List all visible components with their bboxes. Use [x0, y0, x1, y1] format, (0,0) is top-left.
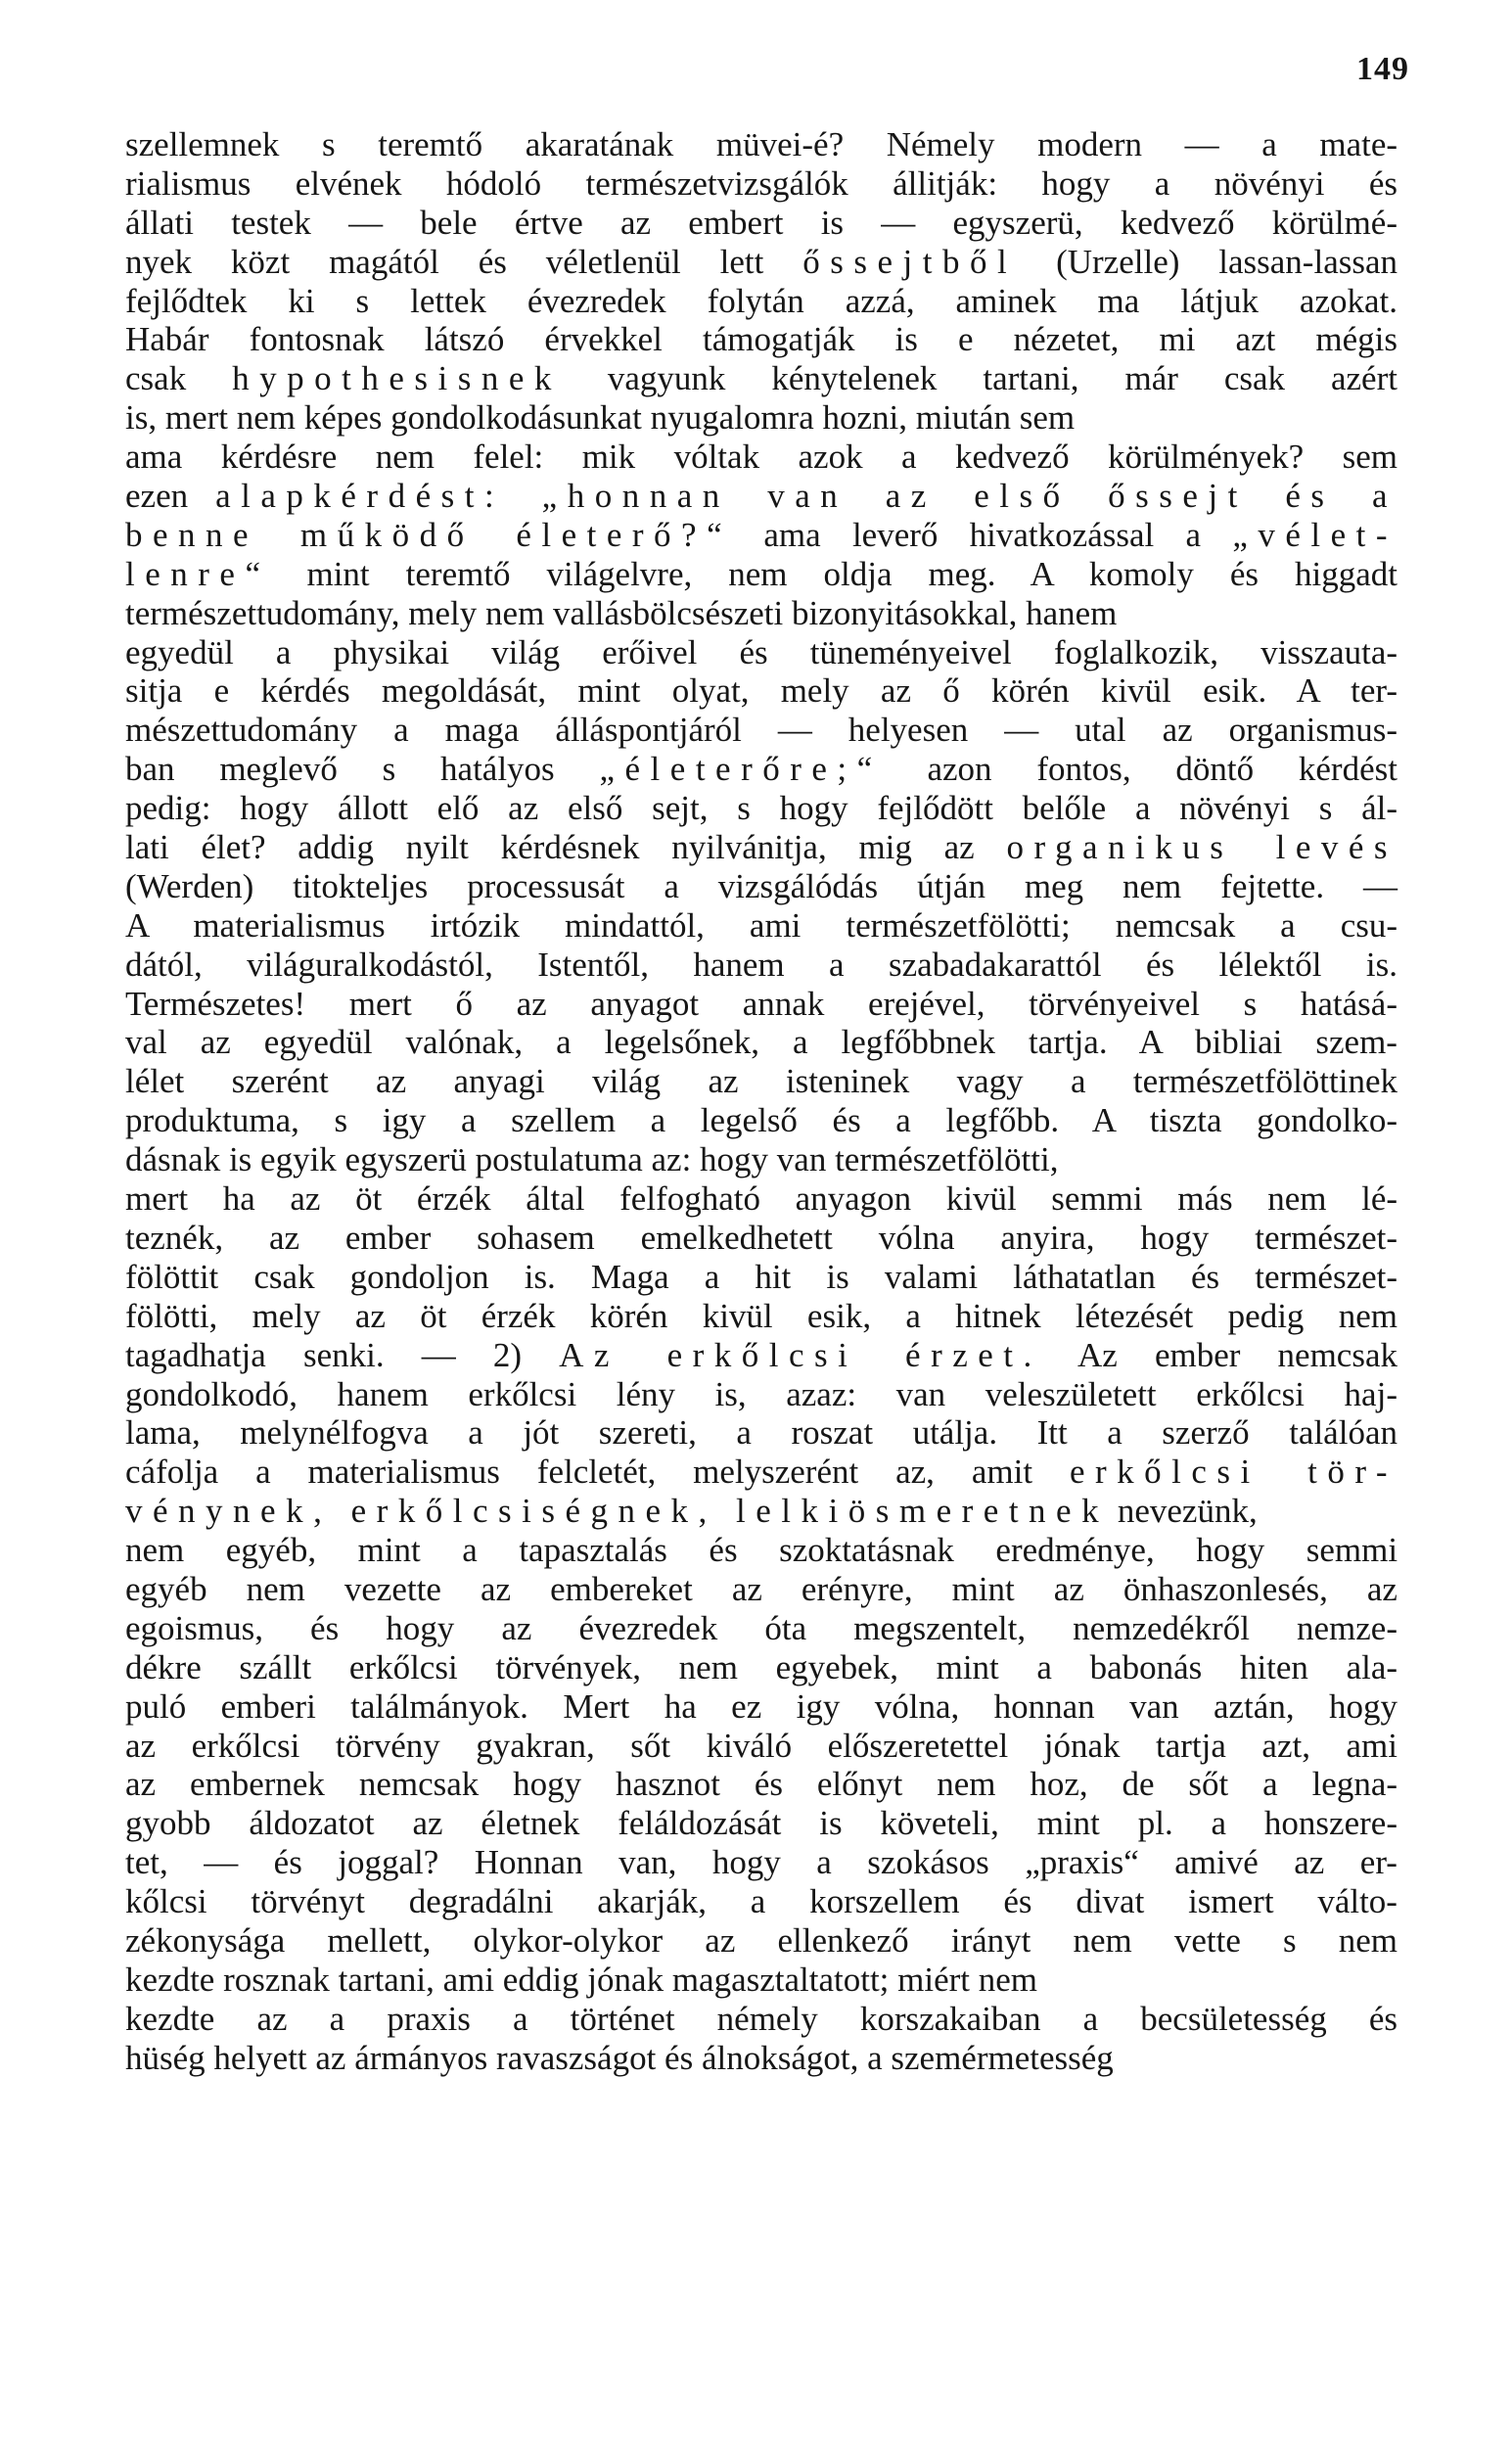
spaced-emphasis-text: Az erkőlcsi érzet.	[559, 1335, 1042, 1374]
text-line	[125, 1648, 1397, 1687]
text-segment: vagyunk kénytelenek tartani, már csak azért	[561, 359, 1397, 398]
text-line	[125, 1687, 1397, 1727]
text-line	[125, 2000, 1397, 2039]
text-segment: lélet szerént az anyagi világ az isteninek vagy a természetfölöttinek	[125, 1062, 1398, 1101]
text-line	[125, 1140, 1397, 1179]
spaced-emphasis-text: organikus levés	[1006, 828, 1398, 867]
text-line	[125, 1804, 1397, 1843]
text-segment: egyedül a physikai világ erőivel és tüneményeivel foglalkozik, visszauta-	[125, 632, 1398, 671]
text-line	[125, 243, 1397, 282]
text-segment: zékonysága mellett, olykor-olykor az ellenkező irányt nem vette s nem	[125, 1920, 1398, 1960]
text-line	[125, 1609, 1397, 1648]
spaced-emphasis-text: erkőlcsi tör-	[1069, 1453, 1397, 1492]
spaced-emphasis-text: vénynek, erkőlcsiségnek, lelkiösmeretnek	[125, 1492, 1110, 1531]
text-line	[125, 1882, 1397, 1921]
text-segment: Habár fontosnak látszó érvekkel támogatják is e nézetet, mi azt mégis	[125, 320, 1398, 359]
text-line	[125, 398, 1397, 438]
text-line	[125, 946, 1397, 985]
text-segment: mint teremtő világelvre, nem oldja meg. A komoly és higgadt	[270, 554, 1397, 593]
text-line	[125, 1961, 1397, 2000]
text-line	[125, 282, 1397, 321]
text-line	[125, 828, 1397, 867]
text-line	[125, 1219, 1397, 1258]
text-segment: hüség helyett az ármányos ravaszságot és álnokságot, a szemérmetesség	[125, 2038, 1114, 2077]
text-line	[125, 1413, 1397, 1453]
text-segment: cáfolja a materialismus felcletét, melyszerént az, amit	[125, 1453, 1070, 1492]
text-line	[125, 750, 1397, 789]
text-line	[125, 555, 1397, 594]
text-segment: puló emberi találmányok. Mert ha ez igy vólna, honnan van aztán, hogy	[125, 1686, 1397, 1726]
text-segment: rialismus elvének hódoló természetvizsgálók állitják: hogy a növényi és	[125, 163, 1398, 203]
text-segment: kezdte az a praxis a történet némely korszakaiban a becsületesség és	[125, 1999, 1398, 2038]
text-segment: dától, világuralkodástól, Istentől, hanem a szabadakarattól és lélektől is.	[125, 945, 1397, 984]
text-line	[125, 1453, 1397, 1492]
page-number: 149	[1356, 51, 1409, 87]
text-segment: egoismus, és hogy az évezredek óta megszentelt, nemzedékről nemze-	[125, 1608, 1397, 1647]
text-line	[125, 594, 1397, 633]
spaced-emphasis-text: „vélet-	[1232, 515, 1398, 554]
text-line	[125, 1297, 1397, 1336]
text-segment: kőlcsi törvényt degradálni akarják, a korszellem és divat ismert válto-	[125, 1882, 1397, 1921]
text-line	[125, 1570, 1397, 1609]
text-segment: ban meglevő s hatályos	[125, 750, 600, 789]
text-line	[125, 1023, 1397, 1062]
text-segment: nevezünk,	[1109, 1492, 1258, 1531]
text-line	[125, 359, 1397, 398]
text-segment: lati élet? addig nyilt kérdésnek nyilvánitja, mig az	[125, 828, 1007, 867]
text-line	[125, 867, 1397, 906]
text-line	[125, 320, 1397, 359]
text-line	[125, 1336, 1397, 1375]
text-segment: állati testek — bele értve az embert is — egyszerü, kedvező körülmé-	[125, 203, 1397, 242]
spaced-emphasis-text: benne működő életerő?“	[125, 515, 733, 554]
text-line	[125, 1101, 1397, 1140]
spaced-emphasis-text: „életerőre;“	[599, 750, 883, 789]
spaced-emphasis-text: lenre“	[125, 554, 271, 593]
text-segment: dásnak is egyik egyszerü postulatuma az: hogy van természetfölötti,	[125, 1140, 1059, 1179]
spaced-emphasis-text: alapkérdést: „honnan van az első őssejt és a	[215, 477, 1398, 516]
spaced-emphasis-text: hypothesisnek	[232, 359, 562, 398]
text-line	[125, 1921, 1397, 1961]
text-segment: sitja e kérdés megoldását, mint olyat, mely az ő körén kivül esik. A ter-	[125, 671, 1397, 711]
text-segment: nem egyéb, mint a tapasztalás és szoktatásnak eredménye, hogy semmi	[125, 1531, 1398, 1570]
text-line	[125, 1531, 1397, 1570]
text-segment: (Urzelle) lassan-lassan	[1017, 242, 1398, 281]
text-segment: fölöttit csak gondoljon is. Maga a hit is valami láthatatlan és természet-	[125, 1257, 1398, 1296]
text-segment: pedig: hogy állott elő az első sejt, s hogy fejlődött belőle a növényi s ál-	[125, 789, 1398, 828]
text-segment: szellemnek s teremtő akaratának müvei-é? Némely modern — a mate-	[125, 125, 1398, 163]
body-text	[125, 125, 1397, 2078]
text-line	[125, 1179, 1397, 1219]
text-line	[125, 671, 1397, 711]
text-segment: az erkőlcsi törvény gyakran, sőt kiváló előszeretettel jónak tartja azt, ami	[125, 1726, 1397, 1765]
text-segment: Az ember nemcsak	[1041, 1335, 1397, 1374]
text-segment: Természetes! mert ő az anyagot annak erejével, törvényeivel s hatásá-	[125, 984, 1397, 1023]
text-line	[125, 125, 1397, 164]
text-segment: mészettudomány a maga álláspontjáról — helyesen — utal az organismus-	[125, 711, 1398, 750]
text-line	[125, 789, 1397, 828]
text-line	[125, 1258, 1397, 1297]
text-line	[125, 438, 1397, 477]
text-segment: A materialismus irtózik mindattól, ami természetfölötti; nemcsak a csu-	[125, 905, 1398, 945]
text-segment: produktuma, s igy a szellem a legelső és a legfőbb. A tiszta gondolko-	[125, 1101, 1398, 1140]
text-segment: nyek közt magától és véletlenül lett	[125, 242, 803, 281]
text-line	[125, 985, 1397, 1024]
text-segment: egyéb nem vezette az embereket az erényre, mint az önhaszonlesés, az	[125, 1569, 1397, 1608]
text-line	[125, 164, 1397, 204]
text-segment: fejlődtek ki s lettek évezredek folytán azzá, aminek ma látjuk azokat.	[125, 281, 1398, 320]
text-segment: (Werden) titokteljes processusát a vizsgálódás útján meg nem fejtette. —	[125, 866, 1397, 905]
text-segment: ama leverő hivatkozással a	[732, 515, 1233, 554]
text-segment: val az egyedül valónak, a legelsőnek, a legfőbbnek tartja. A bibliai szem-	[125, 1023, 1397, 1062]
text-line	[125, 1492, 1397, 1531]
text-line	[125, 711, 1397, 750]
spaced-emphasis-text: őssejtből	[802, 242, 1018, 281]
text-segment: csak	[125, 359, 233, 398]
text-segment: mert ha az öt érzék által felfogható anyagon kivül semmi más nem lé-	[125, 1179, 1398, 1219]
text-segment: ama kérdésre nem felel: mik vóltak azok a kedvező körülmények? sem	[125, 438, 1398, 477]
text-line	[125, 906, 1397, 946]
text-line	[125, 2039, 1397, 2078]
text-segment: fölötti, mely az öt érzék körén kivül esik, a hitnek létezését pedig nem	[125, 1296, 1397, 1335]
text-segment: kezdte rosznak tartani, ami eddig jónak magasztaltatott; miért nem	[125, 1960, 1038, 1999]
text-line	[125, 516, 1397, 555]
text-line	[125, 1843, 1397, 1882]
text-segment: dékre szállt erkőlcsi törvények, nem egyebek, mint a babonás hiten ala-	[125, 1647, 1398, 1686]
text-segment: gyobb áldozatot az életnek feláldozását is követeli, mint pl. a honszere-	[125, 1804, 1397, 1843]
text-segment: lama, melynélfogva a jót szereti, a roszat utálja. Itt a szerző találóan	[125, 1413, 1397, 1453]
text-segment: ezen	[125, 477, 216, 516]
text-segment: gondolkodó, hanem erkőlcsi lény is, azaz: van veleszületett erkőlcsi haj-	[125, 1374, 1397, 1413]
text-line	[125, 477, 1397, 516]
text-segment: tagadhatja senki. — 2)	[125, 1335, 560, 1374]
text-line	[125, 1375, 1397, 1414]
text-line	[125, 204, 1397, 243]
text-segment: tet, — és joggal? Honnan van, hogy a szokásos „praxis“ amivé az er-	[125, 1843, 1397, 1882]
text-segment: az embernek nemcsak hogy hasznot és előnyt nem hoz, de sőt a legna-	[125, 1765, 1398, 1804]
text-line	[125, 633, 1397, 672]
text-segment: természettudomány, mely nem vallásbölcsészeti bizonyitásokkal, hanem	[125, 593, 1118, 632]
text-line	[125, 1062, 1397, 1101]
text-segment: teznék, az ember sohasem emelkedhetett vólna anyira, hogy természet-	[125, 1218, 1398, 1257]
text-segment: is, mert nem képes gondolkodásunkat nyugalomra hozni, miután sem	[125, 398, 1076, 438]
text-line	[125, 1765, 1397, 1804]
text-segment: azon fontos, döntő kérdést	[882, 750, 1397, 789]
text-line	[125, 1727, 1397, 1766]
